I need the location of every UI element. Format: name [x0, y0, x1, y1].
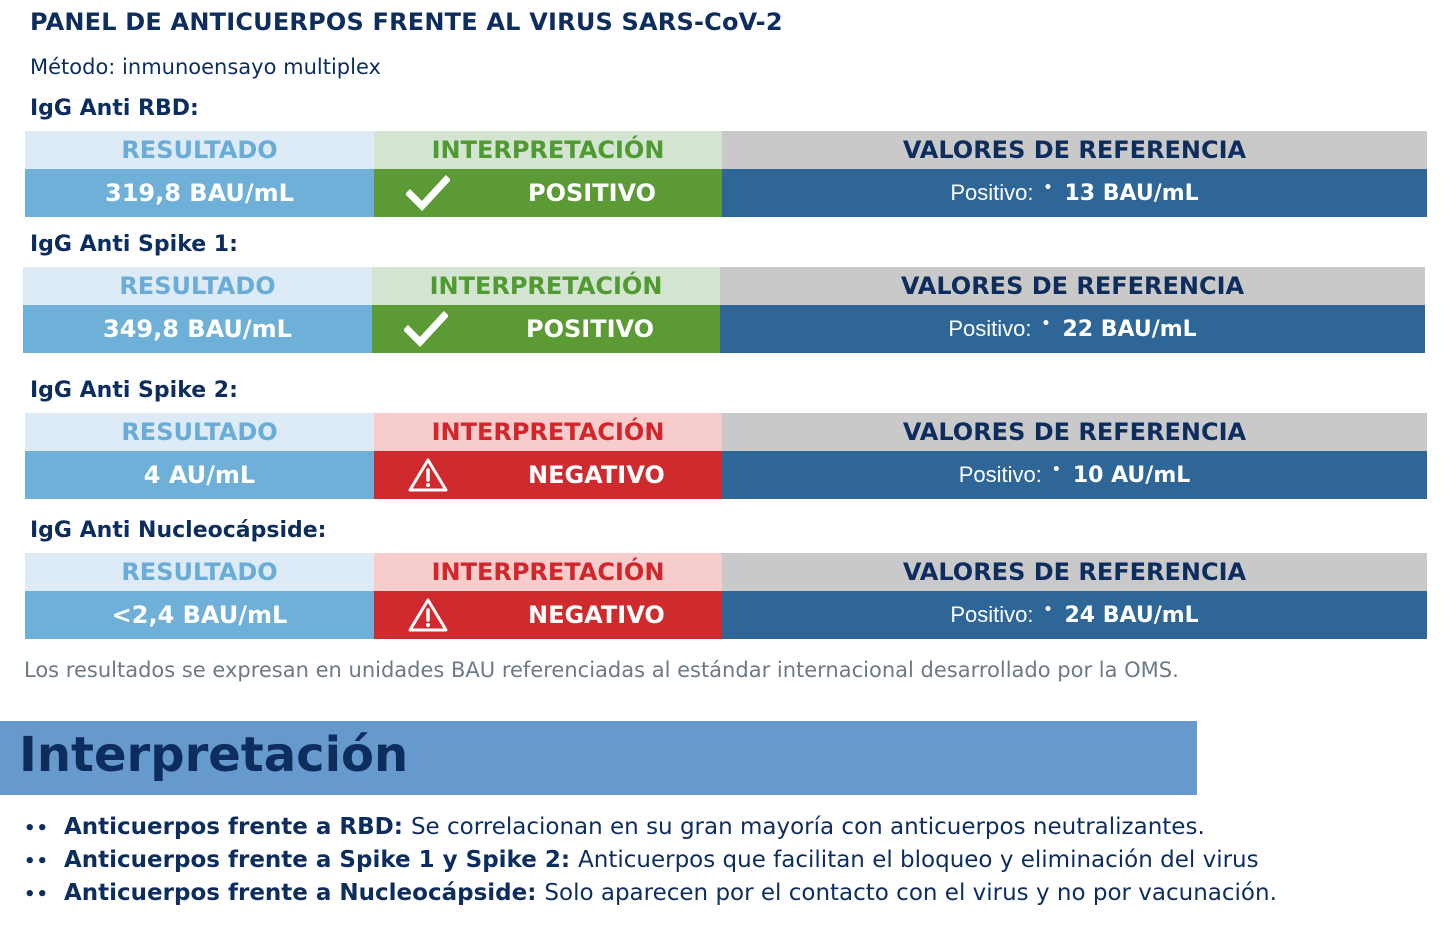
antibody-panel — [25, 413, 1427, 499]
reference-label: Positivo: — [948, 316, 1032, 341]
list-item — [24, 847, 1277, 880]
result-value: <2,4 BAU/mL — [25, 591, 374, 639]
reference-value-cell — [720, 305, 1425, 353]
panel-label: IgG Anti Spike 1: — [30, 232, 238, 257]
reference-value-cell — [722, 591, 1427, 639]
warning-icon — [406, 457, 450, 493]
panel-label: IgG Anti Nucleocápside: — [30, 518, 327, 543]
interpretation-value: POSITIVO — [526, 315, 655, 343]
antibody-panel — [25, 131, 1427, 217]
panel-label: IgG Anti RBD: — [30, 96, 199, 121]
item-heading: Anticuerpos frente a Spike 1 y Spike 2: — [64, 847, 571, 873]
reference-value-cell — [722, 169, 1427, 217]
list-item — [24, 880, 1277, 913]
result-header: RESULTADO — [23, 267, 372, 305]
reference-label: Positivo: — [950, 602, 1034, 627]
panel-value-row — [25, 451, 1427, 499]
interpretation-header: INTERPRETACIÓN — [374, 131, 722, 169]
bullet-marker: •• — [24, 851, 50, 872]
list-item — [24, 814, 1277, 847]
item-text: Solo aparecen por el contacto con el virus y no por vacunación. — [544, 880, 1277, 906]
interpretation-value: NEGATIVO — [528, 601, 665, 629]
bullet-marker: •• — [24, 818, 50, 839]
result-value: 319,8 BAU/mL — [25, 169, 374, 217]
panel-header-row — [23, 267, 1425, 305]
interpretation-cell — [374, 451, 722, 499]
reference-bullet: • — [1051, 462, 1061, 478]
reference-bullet: • — [1043, 602, 1053, 618]
panel-label: IgG Anti Spike 2: — [30, 378, 238, 403]
reference-header: VALORES DE REFERENCIA — [720, 267, 1425, 305]
item-heading: Anticuerpos frente a RBD: — [64, 814, 403, 840]
item-heading: Anticuerpos frente a Nucleocápside: — [64, 880, 537, 906]
check-icon — [406, 175, 450, 211]
interpretation-cell — [374, 591, 722, 639]
reference-header: VALORES DE REFERENCIA — [722, 131, 1427, 169]
result-header: RESULTADO — [25, 131, 374, 169]
reference-label: Positivo: — [958, 462, 1042, 487]
bullet-marker: •• — [24, 884, 50, 905]
method-line: Método: inmunoensayo multiplex — [30, 55, 381, 79]
antibody-panel — [25, 553, 1427, 639]
panel-header-row — [25, 553, 1427, 591]
report-title: PANEL DE ANTICUERPOS FRENTE AL VIRUS SARS-CoV-2 — [30, 8, 783, 36]
reference-value: 22 BAU/mL — [1062, 316, 1197, 342]
reference-header: VALORES DE REFERENCIA — [722, 553, 1427, 591]
panel-value-row — [25, 169, 1427, 217]
interpretation-header: INTERPRETACIÓN — [374, 553, 722, 591]
interpretation-cell — [374, 169, 722, 217]
reference-value: 24 BAU/mL — [1064, 602, 1199, 628]
warning-icon — [406, 597, 450, 633]
interpretation-value: NEGATIVO — [528, 461, 665, 489]
reference-header: VALORES DE REFERENCIA — [722, 413, 1427, 451]
result-header: RESULTADO — [25, 413, 374, 451]
reference-bullet: • — [1043, 180, 1053, 196]
reference-label: Positivo: — [950, 180, 1034, 205]
item-text: Se correlacionan en su gran mayoría con anticuerpos neutralizantes. — [410, 814, 1205, 840]
result-header: RESULTADO — [25, 553, 374, 591]
reference-value: 13 BAU/mL — [1064, 180, 1199, 206]
reference-value: 10 AU/mL — [1072, 462, 1191, 488]
interpretation-header: INTERPRETACIÓN — [374, 413, 722, 451]
interpretation-header: INTERPRETACIÓN — [372, 267, 720, 305]
interpretation-value: POSITIVO — [528, 179, 657, 207]
panel-value-row — [25, 591, 1427, 639]
interpretation-cell — [372, 305, 720, 353]
result-value: 349,8 BAU/mL — [23, 305, 372, 353]
reference-value-cell — [722, 451, 1427, 499]
item-text: Anticuerpos que facilitan el bloqueo y eliminación del virus — [578, 847, 1259, 873]
result-value: 4 AU/mL — [25, 451, 374, 499]
check-icon — [404, 311, 448, 347]
reference-bullet: • — [1041, 316, 1051, 332]
panel-value-row — [23, 305, 1425, 353]
panel-header-row — [25, 131, 1427, 169]
interpretation-list — [24, 814, 1277, 913]
footnote: Los resultados se expresan en unidades BAU referenciadas al estándar internacional desarrollado por la OMS. — [24, 658, 1179, 682]
interpretation-heading: Interpretación — [19, 727, 409, 783]
panel-header-row — [25, 413, 1427, 451]
antibody-panel — [23, 267, 1425, 353]
